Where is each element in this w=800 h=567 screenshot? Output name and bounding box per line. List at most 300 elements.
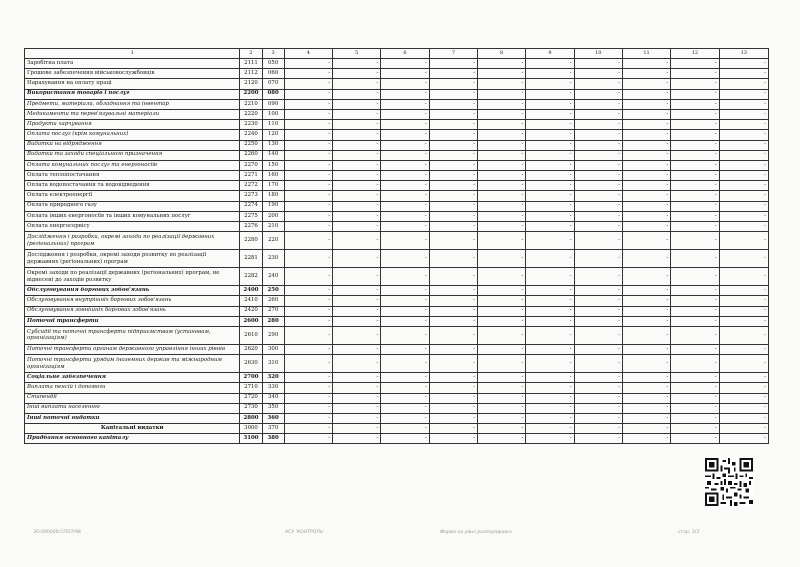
- row-value-cell: -: [284, 355, 332, 373]
- row-name: Стипендії: [25, 393, 240, 403]
- row-value-cell: -: [333, 171, 381, 181]
- row-name: Поточні трансферти органам державного управління інших рівнів: [25, 344, 240, 354]
- table-row: [25, 344, 769, 354]
- row-value-cell: -: [429, 181, 477, 191]
- row-value-cell: -: [429, 150, 477, 160]
- table-row: [25, 160, 769, 170]
- row-value-cell: -: [477, 373, 525, 383]
- row-name: Дослідження і розробки, окремі заходи по реалізації державних (регіональних) програм: [25, 232, 240, 250]
- row-value-cell: -: [622, 160, 670, 170]
- table-row: [25, 109, 769, 119]
- row-value-cell: -: [381, 130, 429, 140]
- row-value-cell: -: [526, 383, 574, 393]
- row-value-cell: -: [574, 355, 622, 373]
- row-value-cell: -: [381, 403, 429, 413]
- column-number-13: 13: [719, 49, 768, 59]
- row-value-cell: -: [477, 344, 525, 354]
- row-value-cell: -: [284, 201, 332, 211]
- row-name: Поточні трансферти: [25, 316, 240, 326]
- row-value-cell: -: [381, 140, 429, 150]
- row-value-cell: -: [622, 191, 670, 201]
- row-value-cell: -: [284, 286, 332, 296]
- row-kekv-code: 2250: [240, 140, 262, 150]
- table-row: [25, 150, 769, 160]
- row-value-cell: -: [429, 140, 477, 150]
- row-value-cell: -: [719, 120, 768, 130]
- table-row: [25, 306, 769, 316]
- row-value-cell: -: [477, 59, 525, 69]
- table-row: [25, 222, 769, 232]
- row-kekv-code: 2720: [240, 393, 262, 403]
- row-value-cell: -: [429, 296, 477, 306]
- row-value-cell: -: [381, 434, 429, 444]
- row-line-code: 070: [262, 79, 284, 89]
- row-value-cell: -: [526, 316, 574, 326]
- row-value-cell: -: [381, 268, 429, 286]
- row-value-cell: -: [671, 120, 719, 130]
- row-value-cell: -: [429, 413, 477, 423]
- row-value-cell: -: [381, 296, 429, 306]
- row-value-cell: -: [526, 355, 574, 373]
- row-value-cell: -: [719, 306, 768, 316]
- row-name: Придбання основного капіталу: [25, 434, 240, 444]
- row-value-cell: -: [622, 181, 670, 191]
- row-value-cell: -: [284, 250, 332, 268]
- row-value-cell: -: [526, 109, 574, 119]
- row-value-cell: -: [526, 201, 574, 211]
- row-value-cell: -: [381, 181, 429, 191]
- table-row: [25, 316, 769, 326]
- row-name: Грошове забезпечення військовослужбовців: [25, 69, 240, 79]
- row-value-cell: -: [284, 150, 332, 160]
- row-name: Медикаменти та перев'язувальні матеріали: [25, 109, 240, 119]
- row-value-cell: -: [333, 150, 381, 160]
- table-row: [25, 296, 769, 306]
- row-line-code: 350: [262, 403, 284, 413]
- row-kekv-code: 2276: [240, 222, 262, 232]
- row-line-code: 090: [262, 99, 284, 109]
- row-value-cell: -: [333, 403, 381, 413]
- row-value-cell: -: [622, 89, 670, 99]
- row-value-cell: -: [526, 150, 574, 160]
- row-value-cell: -: [526, 393, 574, 403]
- row-value-cell: -: [333, 211, 381, 221]
- row-value-cell: -: [719, 191, 768, 201]
- row-name: Нарахування на оплату праці: [25, 79, 240, 89]
- row-kekv-code: 2610: [240, 326, 262, 344]
- column-number-2: 2: [240, 49, 262, 59]
- row-value-cell: -: [526, 191, 574, 201]
- row-value-cell: -: [671, 326, 719, 344]
- row-value-cell: -: [284, 191, 332, 201]
- row-kekv-code: 2410: [240, 296, 262, 306]
- row-value-cell: -: [622, 403, 670, 413]
- row-value-cell: -: [284, 120, 332, 130]
- row-line-code: 130: [262, 140, 284, 150]
- row-value-cell: -: [622, 434, 670, 444]
- row-value-cell: -: [429, 59, 477, 69]
- row-value-cell: -: [381, 191, 429, 201]
- row-value-cell: -: [477, 355, 525, 373]
- row-value-cell: -: [333, 191, 381, 201]
- row-value-cell: -: [671, 296, 719, 306]
- row-name: Капітальні видатки: [25, 424, 240, 434]
- row-value-cell: -: [429, 130, 477, 140]
- row-value-cell: -: [574, 250, 622, 268]
- row-value-cell: -: [526, 160, 574, 170]
- row-line-code: 360: [262, 413, 284, 423]
- row-value-cell: -: [622, 130, 670, 140]
- row-value-cell: -: [429, 316, 477, 326]
- row-value-cell: -: [526, 130, 574, 140]
- table-row: [25, 191, 769, 201]
- row-value-cell: -: [284, 160, 332, 170]
- row-value-cell: -: [622, 171, 670, 181]
- row-value-cell: -: [671, 413, 719, 423]
- row-value-cell: -: [671, 59, 719, 69]
- row-value-cell: -: [284, 344, 332, 354]
- row-value-cell: -: [574, 326, 622, 344]
- column-number-5: 5: [333, 49, 381, 59]
- row-kekv-code: 2260: [240, 150, 262, 160]
- row-value-cell: -: [574, 344, 622, 354]
- row-kekv-code: 2200: [240, 89, 262, 99]
- row-value-cell: -: [381, 160, 429, 170]
- row-value-cell: -: [622, 424, 670, 434]
- row-value-cell: -: [477, 383, 525, 393]
- row-value-cell: -: [671, 250, 719, 268]
- row-value-cell: -: [429, 109, 477, 119]
- row-value-cell: -: [671, 355, 719, 373]
- row-value-cell: -: [671, 434, 719, 444]
- row-kekv-code: 2630: [240, 355, 262, 373]
- row-value-cell: -: [284, 424, 332, 434]
- row-name: Обслуговування зовнішніх боргових зобов'язань: [25, 306, 240, 316]
- qr-code: [705, 458, 753, 506]
- row-value-cell: -: [574, 211, 622, 221]
- row-value-cell: -: [284, 59, 332, 69]
- row-value-cell: -: [333, 326, 381, 344]
- row-value-cell: -: [622, 201, 670, 211]
- row-value-cell: -: [429, 250, 477, 268]
- row-name: Оплата природного газу: [25, 201, 240, 211]
- row-value-cell: -: [284, 373, 332, 383]
- row-name: Оплата послуг (крім комунальних): [25, 130, 240, 140]
- row-value-cell: -: [671, 109, 719, 119]
- row-value-cell: -: [477, 89, 525, 99]
- row-line-code: 220: [262, 232, 284, 250]
- row-value-cell: -: [333, 130, 381, 140]
- table-row: [25, 250, 769, 268]
- column-number-12: 12: [671, 49, 719, 59]
- footer-doc-code: ЗО:000000:СПО7/98: [33, 530, 81, 535]
- row-line-code: 190: [262, 201, 284, 211]
- row-value-cell: -: [429, 232, 477, 250]
- row-value-cell: -: [526, 181, 574, 191]
- row-value-cell: -: [574, 316, 622, 326]
- row-value-cell: -: [429, 79, 477, 89]
- row-value-cell: -: [429, 160, 477, 170]
- expenditure-table: [24, 48, 769, 444]
- row-value-cell: -: [477, 296, 525, 306]
- row-value-cell: -: [477, 109, 525, 119]
- row-value-cell: -: [381, 393, 429, 403]
- row-value-cell: -: [333, 434, 381, 444]
- row-value-cell: -: [719, 89, 768, 99]
- row-value-cell: -: [429, 211, 477, 221]
- row-value-cell: -: [622, 383, 670, 393]
- row-value-cell: -: [719, 296, 768, 306]
- table-row: [25, 211, 769, 221]
- row-name: Виплата пенсій і допомоги: [25, 383, 240, 393]
- row-value-cell: -: [574, 232, 622, 250]
- table-row: [25, 286, 769, 296]
- table-row: [25, 181, 769, 191]
- row-value-cell: -: [429, 403, 477, 413]
- row-value-cell: -: [719, 424, 768, 434]
- row-value-cell: -: [477, 211, 525, 221]
- row-value-cell: -: [429, 120, 477, 130]
- row-value-cell: -: [719, 222, 768, 232]
- row-value-cell: -: [574, 79, 622, 89]
- row-value-cell: -: [622, 393, 670, 403]
- column-number-4: 4: [284, 49, 332, 59]
- row-kekv-code: 2281: [240, 250, 262, 268]
- row-line-code: 210: [262, 222, 284, 232]
- row-line-code: 290: [262, 326, 284, 344]
- row-value-cell: -: [719, 383, 768, 393]
- column-number-8: 8: [477, 49, 525, 59]
- row-line-code: 180: [262, 191, 284, 201]
- row-value-cell: -: [671, 403, 719, 413]
- column-number-10: 10: [574, 49, 622, 59]
- row-name: Оплата комунальних послуг та енергоносіїв: [25, 160, 240, 170]
- row-line-code: 100: [262, 109, 284, 119]
- row-value-cell: -: [574, 393, 622, 403]
- row-name: Обслуговування боргових зобов'язань: [25, 286, 240, 296]
- row-value-cell: -: [671, 181, 719, 191]
- row-value-cell: -: [719, 211, 768, 221]
- row-value-cell: -: [284, 232, 332, 250]
- row-value-cell: -: [574, 222, 622, 232]
- row-value-cell: -: [526, 171, 574, 181]
- row-value-cell: -: [381, 413, 429, 423]
- row-value-cell: -: [719, 109, 768, 119]
- row-value-cell: -: [284, 326, 332, 344]
- row-value-cell: -: [284, 171, 332, 181]
- row-line-code: 260: [262, 296, 284, 306]
- row-value-cell: -: [381, 222, 429, 232]
- row-name: Обслуговування внутрішніх боргових зобов'язань: [25, 296, 240, 306]
- row-line-code: 060: [262, 69, 284, 79]
- row-value-cell: -: [671, 150, 719, 160]
- row-value-cell: -: [333, 306, 381, 316]
- row-value-cell: -: [333, 413, 381, 423]
- row-value-cell: -: [381, 250, 429, 268]
- row-value-cell: -: [284, 316, 332, 326]
- row-value-cell: -: [622, 140, 670, 150]
- row-value-cell: -: [429, 171, 477, 181]
- row-value-cell: -: [526, 268, 574, 286]
- row-name: Оплата теплопостачання: [25, 171, 240, 181]
- row-value-cell: -: [622, 232, 670, 250]
- row-value-cell: -: [284, 130, 332, 140]
- row-value-cell: -: [477, 250, 525, 268]
- row-value-cell: -: [574, 130, 622, 140]
- row-value-cell: -: [477, 140, 525, 150]
- table-row: [25, 434, 769, 444]
- row-kekv-code: 2230: [240, 120, 262, 130]
- row-value-cell: -: [284, 69, 332, 79]
- row-value-cell: -: [477, 171, 525, 181]
- row-value-cell: -: [622, 109, 670, 119]
- row-name: Інші виплати населенню: [25, 403, 240, 413]
- row-value-cell: -: [333, 160, 381, 170]
- row-value-cell: -: [477, 306, 525, 316]
- row-line-code: 160: [262, 171, 284, 181]
- row-value-cell: -: [477, 268, 525, 286]
- row-kekv-code: 2274: [240, 201, 262, 211]
- row-line-code: 200: [262, 211, 284, 221]
- row-value-cell: -: [574, 434, 622, 444]
- row-value-cell: -: [719, 69, 768, 79]
- row-value-cell: -: [622, 316, 670, 326]
- row-value-cell: -: [526, 373, 574, 383]
- row-value-cell: -: [719, 181, 768, 191]
- row-line-code: 340: [262, 393, 284, 403]
- row-value-cell: -: [477, 120, 525, 130]
- row-value-cell: -: [477, 413, 525, 423]
- row-value-cell: -: [381, 120, 429, 130]
- row-kekv-code: 2282: [240, 268, 262, 286]
- row-value-cell: -: [719, 286, 768, 296]
- row-value-cell: -: [671, 130, 719, 140]
- row-value-cell: -: [526, 326, 574, 344]
- column-number-3: 3: [262, 49, 284, 59]
- row-value-cell: -: [333, 89, 381, 99]
- row-name: Соціальне забезпечення: [25, 373, 240, 383]
- row-value-cell: -: [284, 434, 332, 444]
- table-row: [25, 79, 769, 89]
- row-value-cell: -: [719, 373, 768, 383]
- row-value-cell: -: [284, 393, 332, 403]
- row-value-cell: -: [429, 69, 477, 79]
- row-value-cell: -: [671, 222, 719, 232]
- column-number-9: 9: [526, 49, 574, 59]
- row-value-cell: -: [574, 160, 622, 170]
- row-value-cell: -: [526, 120, 574, 130]
- row-value-cell: -: [622, 268, 670, 286]
- row-value-cell: -: [333, 355, 381, 373]
- row-value-cell: -: [477, 99, 525, 109]
- row-value-cell: -: [574, 69, 622, 79]
- row-value-cell: -: [333, 99, 381, 109]
- row-value-cell: -: [477, 160, 525, 170]
- row-value-cell: -: [333, 140, 381, 150]
- row-value-cell: -: [671, 89, 719, 99]
- row-value-cell: -: [574, 403, 622, 413]
- row-value-cell: -: [429, 326, 477, 344]
- row-kekv-code: 2710: [240, 383, 262, 393]
- row-value-cell: -: [526, 69, 574, 79]
- table-row: [25, 232, 769, 250]
- row-value-cell: -: [284, 403, 332, 413]
- row-name: Інші поточні видатки: [25, 413, 240, 423]
- row-kekv-code: 2271: [240, 171, 262, 181]
- row-value-cell: -: [574, 424, 622, 434]
- row-value-cell: -: [526, 211, 574, 221]
- row-value-cell: -: [381, 150, 429, 160]
- row-line-code: 050: [262, 59, 284, 69]
- row-value-cell: -: [622, 250, 670, 268]
- row-value-cell: -: [719, 232, 768, 250]
- row-value-cell: -: [574, 109, 622, 119]
- row-value-cell: -: [477, 191, 525, 201]
- row-line-code: 300: [262, 344, 284, 354]
- row-kekv-code: 2280: [240, 232, 262, 250]
- row-line-code: 280: [262, 316, 284, 326]
- row-value-cell: -: [671, 99, 719, 109]
- row-value-cell: -: [719, 326, 768, 344]
- row-value-cell: -: [671, 344, 719, 354]
- row-value-cell: -: [429, 424, 477, 434]
- row-value-cell: -: [429, 222, 477, 232]
- row-value-cell: -: [429, 99, 477, 109]
- row-value-cell: -: [333, 424, 381, 434]
- row-value-cell: -: [719, 393, 768, 403]
- row-value-cell: -: [477, 434, 525, 444]
- row-line-code: 270: [262, 306, 284, 316]
- row-value-cell: -: [429, 191, 477, 201]
- row-value-cell: -: [622, 373, 670, 383]
- row-kekv-code: 3100: [240, 434, 262, 444]
- row-value-cell: -: [381, 109, 429, 119]
- row-value-cell: -: [333, 250, 381, 268]
- row-value-cell: -: [284, 296, 332, 306]
- row-line-code: 140: [262, 150, 284, 160]
- row-value-cell: -: [381, 355, 429, 373]
- row-value-cell: -: [719, 268, 768, 286]
- row-name: Заробітна плата: [25, 59, 240, 69]
- row-value-cell: -: [333, 373, 381, 383]
- row-name: Поточні трансферти урядам іноземних держав та міжнародним організаціям: [25, 355, 240, 373]
- row-value-cell: -: [381, 424, 429, 434]
- row-value-cell: -: [671, 316, 719, 326]
- row-value-cell: -: [333, 69, 381, 79]
- row-value-cell: -: [719, 344, 768, 354]
- row-value-cell: -: [284, 222, 332, 232]
- table-row: [25, 140, 769, 150]
- row-value-cell: -: [477, 403, 525, 413]
- row-value-cell: -: [622, 286, 670, 296]
- row-value-cell: -: [719, 171, 768, 181]
- row-line-code: 380: [262, 434, 284, 444]
- row-value-cell: -: [719, 99, 768, 109]
- table-row: [25, 373, 769, 383]
- row-name: Використання товарів і послуг: [25, 89, 240, 99]
- row-value-cell: -: [477, 424, 525, 434]
- row-value-cell: -: [284, 99, 332, 109]
- row-value-cell: -: [671, 140, 719, 150]
- row-value-cell: -: [526, 344, 574, 354]
- row-value-cell: -: [333, 59, 381, 69]
- row-value-cell: -: [622, 211, 670, 221]
- row-value-cell: -: [526, 403, 574, 413]
- row-kekv-code: 2210: [240, 99, 262, 109]
- table-row: [25, 413, 769, 423]
- row-value-cell: -: [333, 232, 381, 250]
- row-value-cell: -: [333, 393, 381, 403]
